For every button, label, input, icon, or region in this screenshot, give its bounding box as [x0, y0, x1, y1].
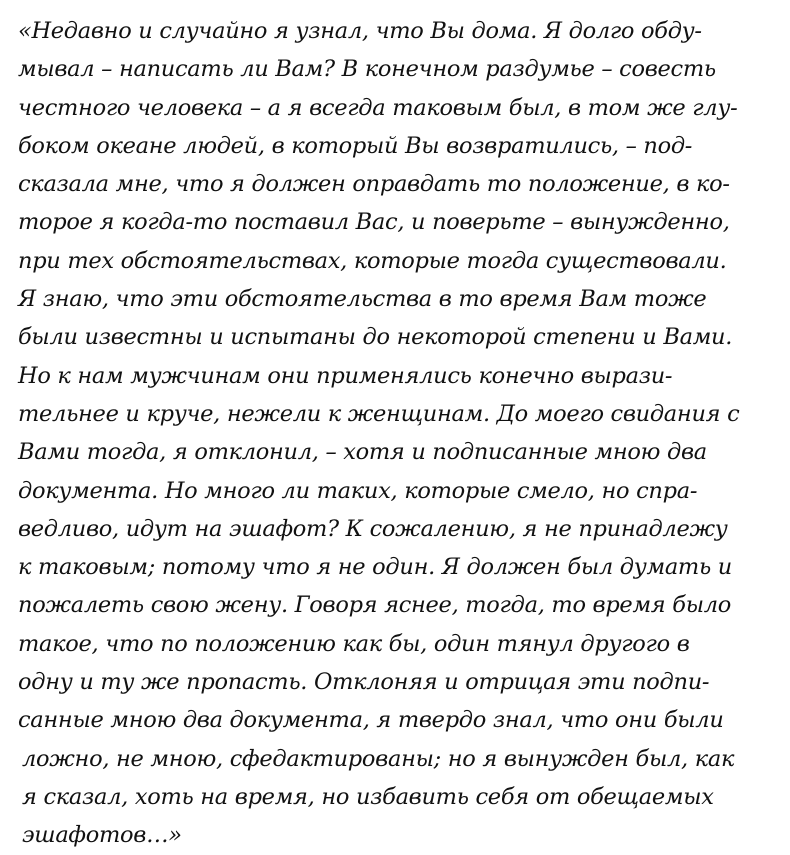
text-line: санные мною два документа, я твердо знал, что они были [18, 707, 724, 734]
text-line: боком океане людей, в который Вы возвратились, – под- [18, 132, 693, 159]
text-line: Но к нам мужчинам они применялись конечно вырази- [18, 362, 673, 389]
text-line: при тех обстоятельствах, которые тогда существовали. [18, 247, 727, 274]
text-line: Вами тогда, я отклонил, – хотя и подписанные мною два [18, 439, 707, 466]
text-line: мывал – написать ли Вам? В конечном раздумье – совесть [18, 56, 716, 83]
text-line: пожалеть свою жену. Говоря яснее, тогда, то время было [18, 592, 731, 619]
text-line: я сказал, хоть на время, но избавить себя от обещаемых [22, 783, 714, 810]
text-line: к таковым; потому что я не один. Я должен был думать и [18, 554, 732, 581]
text-line: «Недавно и случайно я узнал, что Вы дома. Я долго обду- [18, 18, 702, 44]
text-line: тельнее и круче, нежели к женщинам. До моего свидания с [18, 400, 740, 427]
text-line: такое, что по положению как бы, один тянул другого в [18, 630, 690, 657]
text-line: ведливо, идут на эшафот? К сожалению, я не принадлежу [18, 515, 728, 542]
text-line: торое я когда-то поставил Вас, и поверьте – вынужденно, [18, 209, 730, 236]
text-line: ложно, не мною, сфедактированы; но я вынужден был, как [22, 745, 735, 772]
text-line: документа. Но много ли таких, которые смело, но спра- [18, 477, 698, 504]
text-line: честного человека – а я всегда таковым был, в том же глу- [18, 94, 738, 121]
text-line: эшафотов…» [22, 822, 182, 849]
text-line: Я знаю, что эти обстоятельства в то время Вам тоже [18, 286, 707, 313]
text-line: одну и ту же пропасть. Отклоняя и отрицая эти подпи- [18, 669, 710, 696]
text-line: сказала мне, что я должен оправдать то положение, в ко- [18, 171, 730, 198]
text-line: были известны и испытаны до некоторой степени и Вами. [18, 324, 733, 351]
